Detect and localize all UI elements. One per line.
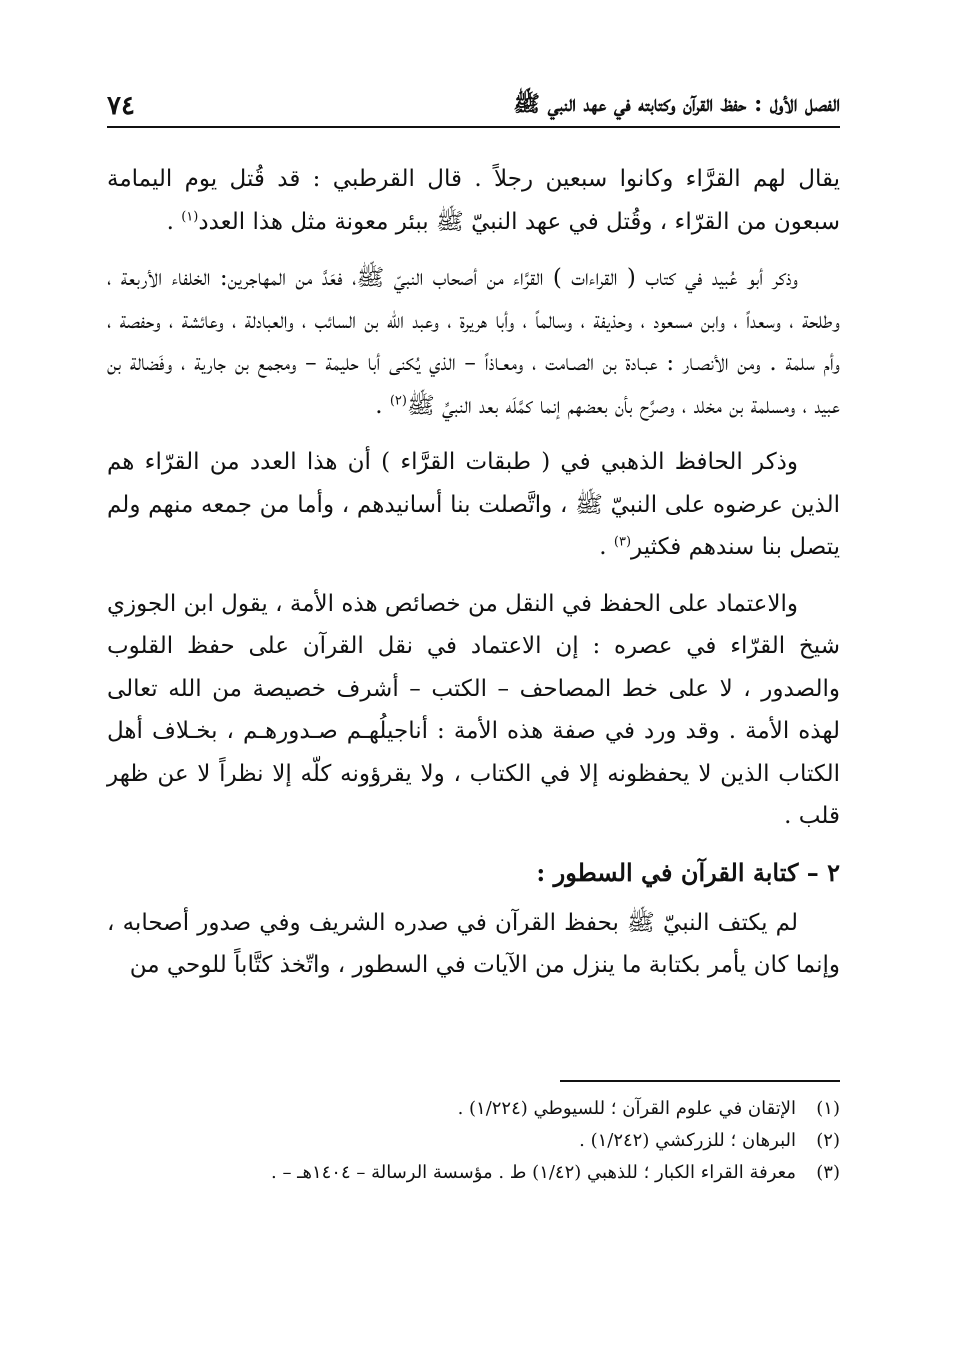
- footnote-text: البرهان ؛ للزركشي (١/٢٤٢) .: [579, 1130, 796, 1151]
- page-number: ٧٤: [107, 91, 135, 121]
- footnotes: [107, 1093, 840, 1189]
- footnote-ref: (١): [181, 208, 199, 224]
- main-text: [107, 158, 840, 1001]
- paragraph: [107, 257, 840, 427]
- running-title: الفصل الأول : حفظ القرآن وكتابته في عهد النبي ﷺ: [513, 91, 840, 117]
- footnote: [107, 1125, 840, 1157]
- footnote-ref: (٢): [389, 392, 407, 408]
- footnote: [107, 1157, 840, 1189]
- paragraph: لم يكتف النبيّ ﷺ بحفظ القرآن في صدره الشريف وفي صدور أصحابه ، وإنما كان يأمر بكتابة ما ينزل من الآيات في السطور ، واتّخذ كتَّاباً للوحي من: [107, 909, 840, 978]
- paragraph-tail: .: [375, 392, 390, 419]
- footnote-number: (٢): [816, 1130, 840, 1151]
- footnote-text: معرفة القراء الكبار ؛ للذهبي (١/٤٢) ط . مؤسسة الرسالة – ١٤٠٤هـ – .: [271, 1162, 796, 1183]
- paragraph-text: وذكر أبو عُبيد في كتاب ( القراءات ) القرَّاء من أصحاب النبيّ ﷺ، فعَدَّ من المهاجرين: الخلفاء الأربعة ، وطلحة ، وسعداً ، وابن مسعود ، وحذيفة ، وسالماً ، وأبا هريرة ، وعبد الله بن السائب ، والعبادلة ، وعائشة ، وحفصة ، وأم سلمة . ومن الأنصـار : عبـادة بن الصـامت ، ومعـاذاً – الذي يُكنى أبا حليمة – ومجمع بن جارية ، وفَضالة بن عبيد ، ومسلمة بن مخلد ، وصرَّح بأن بعضهم إنما كمَّلَه بعد النبيِّ ﷺ: [107, 265, 840, 419]
- footnote-ref: (٣): [613, 534, 632, 550]
- section-heading: ٢ – كتابة القرآن في السطور :: [536, 857, 840, 887]
- paragraph: [107, 441, 840, 569]
- running-header: [107, 86, 840, 128]
- paragraph-text: والاعتماد على الحفظ في النقل من خصائص هذه الأمة ، يقول ابن الجوزي شيخ القرّاء في عصره : إن الاعتماد في نقل القرآن على حفظ القلوب والصدور ، لا على خط المصاحف – الكتب – أشرف خصيصة من الله تعالى لهذه الأمة . وقد ورد في صفة هذه الأمة : أناجيلُهـم صـدورهـم ، بخـلاف أهل الكتاب الذين لا يحفظونه إلا في الكتاب ، ولا يقرؤونه كلّه إلا نظراً لا عن ظهر قلب .: [107, 590, 840, 829]
- paragraph-text: وذكر الحافظ الذهبي في ( طبقات القرَّاء ) أن هذا العدد من القرّاء هم الذين عرضوه على النبيّ ﷺ ، واتَّصلت بنا أسانيدهم ، وأما من جمعه منهم ولم يتصل بنا سندهم فكثير: [107, 449, 840, 560]
- footnote-number: (١): [816, 1098, 840, 1119]
- footnote-divider: [560, 1080, 840, 1082]
- footnote-number: (٣): [816, 1162, 840, 1183]
- paragraph: [107, 158, 840, 243]
- paragraph: [107, 583, 840, 838]
- footnote: [107, 1093, 840, 1125]
- paragraph-text: يقال لهم القرَّاء وكانوا سبعين رجلاً . قال القرطبي : قد قُتل يوم اليمامة سبعون من القرّاء ، وقُتل في عهد النبيّ ﷺ ببئر معونة مثل هذا العدد: [107, 166, 840, 235]
- paragraph-tail: .: [599, 534, 614, 560]
- paragraph-tail: .: [166, 208, 182, 235]
- footnote-text: الإتقان في علوم القرآن ؛ للسيوطي (١/٢٢٤) .: [457, 1098, 796, 1119]
